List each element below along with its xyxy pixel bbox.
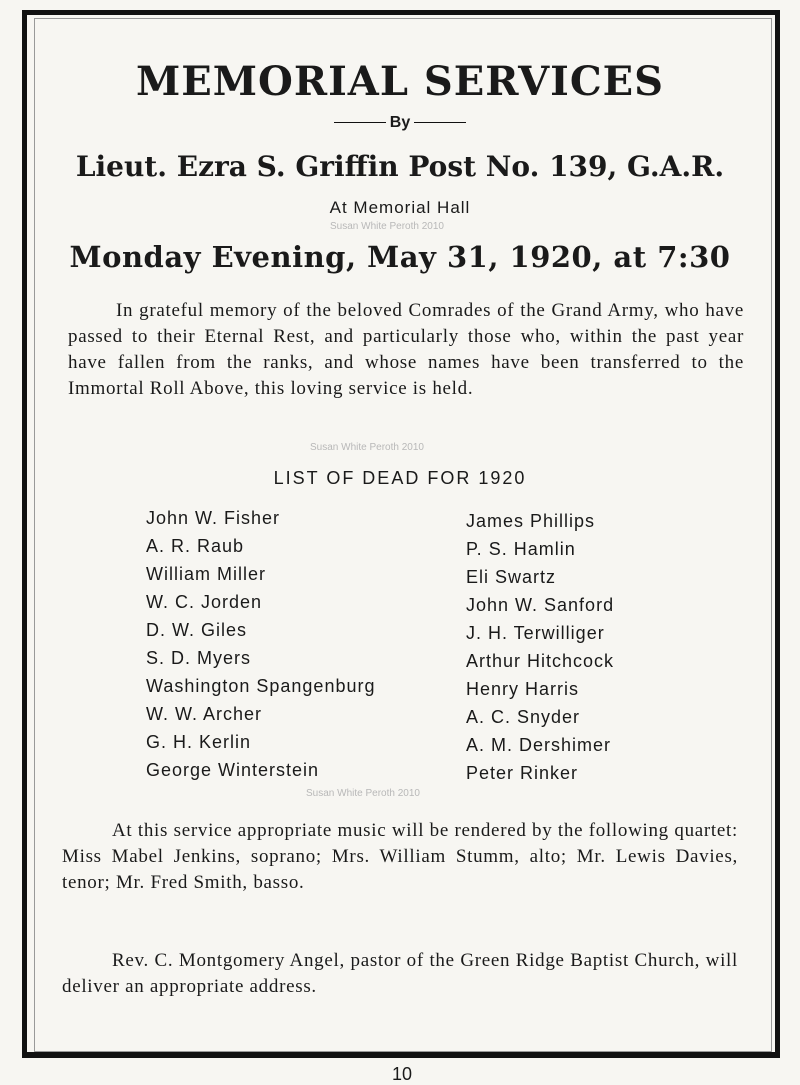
by-line (0, 114, 800, 132)
name-item: A. M. Dershimer (466, 735, 612, 755)
by-rule-right (414, 122, 466, 123)
name-item: Henry Harris (466, 679, 580, 699)
watermark: Susan White Peroth 2010 (330, 221, 444, 232)
watermark: Susan White Peroth 2010 (306, 788, 420, 799)
names-left-column (146, 506, 375, 786)
by-label: By (389, 114, 411, 131)
name-item: Arthur Hitchcock (466, 651, 615, 671)
name-item: A. C. Snyder (466, 707, 581, 727)
name-item: Peter Rinker (466, 763, 579, 783)
watermark: Susan White Peroth 2010 (310, 442, 424, 453)
name-item: P. S. Hamlin (466, 539, 576, 559)
by-rule-left (334, 122, 386, 123)
post-name: Lieut. Ezra S. Griffin Post No. 139, G.A.R. (75, 150, 725, 183)
page-number: 10 (392, 1064, 413, 1084)
name-item: S. D. Myers (146, 648, 252, 668)
name-item: George Winterstein (146, 760, 320, 780)
name-item: Eli Swartz (466, 567, 557, 587)
page-title: MEMORIAL SERVICES (135, 58, 665, 105)
intro-paragraph: In grateful memory of the beloved Comrades of the Grand Army, who have passed to their Eternal Rest, and particularly those who, within the past year have fallen from the ranks, and whose names have been transferred to the Immortal Roll Above, this loving service is held. (68, 300, 744, 399)
name-item: John W. Sanford (466, 595, 615, 615)
name-item: Washington Spangenburg (146, 676, 376, 696)
name-item: W. W. Archer (146, 704, 263, 724)
name-item: William Miller (146, 564, 266, 584)
name-item: D. W. Giles (146, 620, 248, 640)
name-item: John W. Fisher (146, 508, 281, 528)
name-item: A. R. Raub (146, 536, 245, 556)
names-right-column (466, 509, 614, 789)
name-item: G. H. Kerlin (146, 732, 252, 752)
name-item: J. H. Terwilliger (466, 623, 605, 643)
name-item: James Phillips (466, 511, 596, 531)
event-date: Monday Evening, May 31, 1920, at 7:30 (69, 240, 731, 274)
location: At Memorial Hall (329, 198, 471, 217)
list-heading: LIST OF DEAD FOR 1920 (273, 468, 527, 488)
name-item: W. C. Jorden (146, 592, 263, 612)
address-paragraph: Rev. C. Montgomery Angel, pastor of the Green Ridge Baptist Church, will deliver an appropriate address. (62, 950, 738, 997)
music-paragraph: At this service appropriate music will be rendered by the following quartet: Miss Mabel Jenkins, soprano; Mrs. William Stumm, alto; Mr. Lewis Davies, tenor; Mr. Fred Smith, basso. (62, 820, 738, 893)
